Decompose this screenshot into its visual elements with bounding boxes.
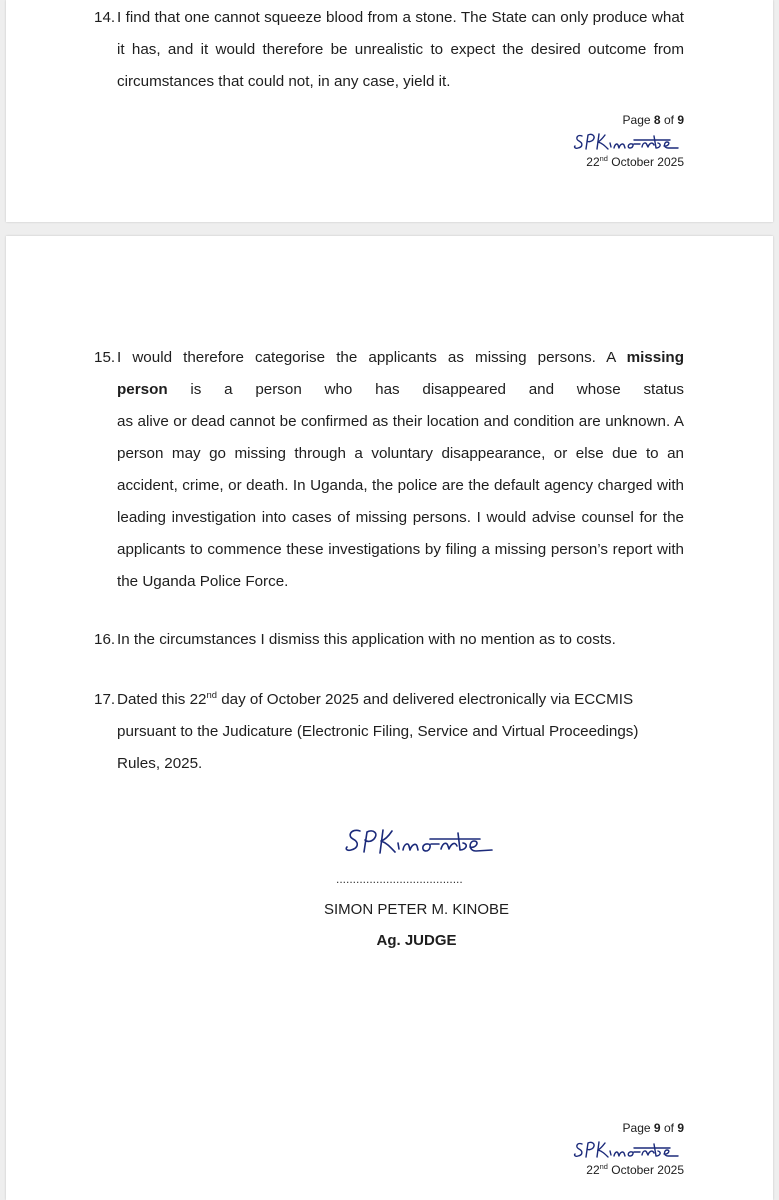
judge-title: Ag. JUDGE: [376, 932, 457, 949]
paragraph-number: 17.: [94, 691, 116, 708]
page-number-line: Page 8 of 9: [622, 113, 684, 127]
paragraph-text: In the circumstances I dismiss this application with no mention as to costs.: [117, 631, 616, 648]
paragraph-16: [94, 624, 684, 656]
judge-signature-image: [342, 822, 494, 862]
paragraph-number: 15.: [94, 349, 116, 366]
judge-name: SIMON PETER M. KINOBE: [323, 901, 510, 918]
signature-line: ......................................: [336, 872, 463, 886]
document-page-9: [6, 236, 773, 1200]
paragraph-text: I find that one cannot squeeze blood from a stone. The State can only produce what it has, and it would therefore be unrealistic to expect the desired outcome from circumstances that could not, in any case, yield it.: [117, 9, 684, 90]
signature-date: 22nd October 2025: [586, 154, 684, 169]
paragraph-text: Dated this 22nd day of October 2025 and delivered electronically via ECCMIS pursuant to the Judicature (Electronic Filing, Service and Virtual Proceedings) Rules, 2025.: [117, 688, 639, 772]
signature-initials-image: [572, 1136, 684, 1162]
paragraph-text: as alive or dead cannot be confirmed as their location and condition are unknown. A person may go missing through a voluntary disappearance, or else due to an accident, crime, or death. In Uganda, the police are the default agency charged with leading investigation into cases of missing persons. I would advise counsel for the applicants to commence these investigations by filing a missing person’s report with the Uganda Police Force.: [117, 413, 684, 590]
paragraph-15: [94, 342, 684, 598]
paragraph-line: person is a person who has disappeared and whose status: [117, 381, 684, 398]
signature-initials-image: [572, 128, 684, 154]
paragraph-number: 14.: [94, 9, 116, 26]
document-page-8: [6, 0, 773, 222]
page-footer: [524, 1120, 684, 1178]
page-number-line: Page 9 of 9: [622, 1121, 684, 1135]
paragraph-17: [94, 684, 684, 780]
paragraph-14: [94, 2, 684, 98]
page-footer: [524, 112, 684, 170]
paragraph-number: 16.: [94, 631, 116, 648]
signature-date: 22nd October 2025: [586, 1162, 684, 1177]
paragraph-line: I would therefore categorise the applicants as missing persons. A missing: [117, 349, 684, 366]
